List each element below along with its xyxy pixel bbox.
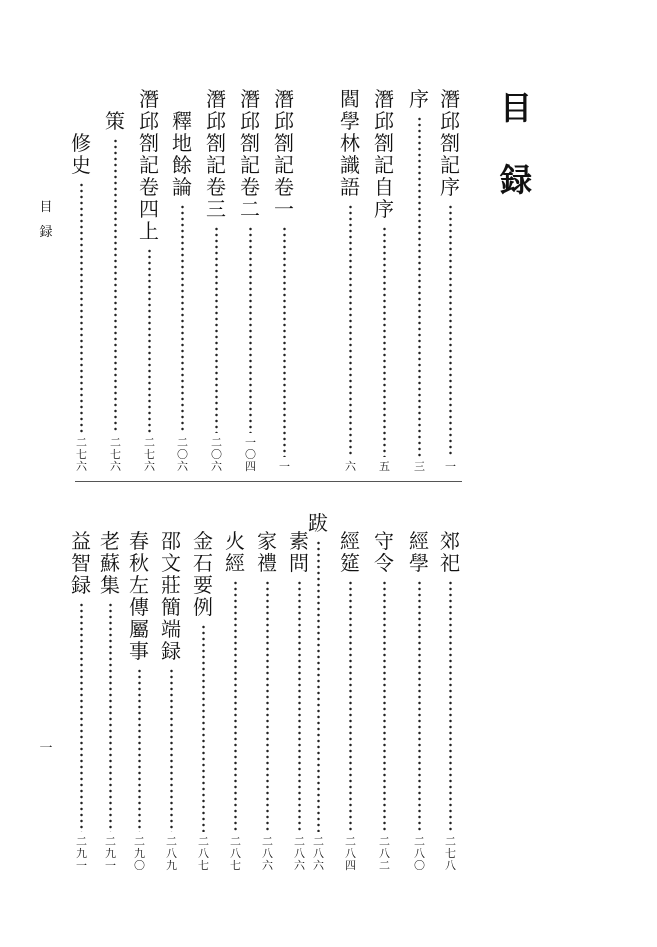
toc-entry[interactable] (271, 88, 297, 473)
leader-dots (418, 580, 421, 832)
toc-entry-page: 二 八 六 (313, 835, 323, 872)
toc-entry-page: 二 八 七 (198, 835, 208, 872)
toc-title-char-2: 録 (499, 161, 532, 199)
leader-dots (349, 204, 352, 457)
toc-title-char-1: 目 (499, 89, 532, 127)
toc-entry[interactable] (406, 530, 432, 872)
toc-entry[interactable] (371, 530, 397, 872)
toc-entry-title: 家 禮 (257, 529, 277, 575)
leader-dots (449, 580, 452, 832)
toc-entry-page: 二 八 六 (262, 835, 272, 872)
toc-entry-page: 二 八 二 (379, 835, 389, 872)
leader-dots (449, 204, 452, 457)
leader-dots (181, 204, 184, 433)
toc-entry[interactable] (406, 88, 432, 473)
toc-entry-page: 二 〇 六 (211, 436, 221, 473)
toc-entry[interactable] (158, 530, 184, 872)
leader-dots (109, 602, 112, 832)
leader-dots (383, 226, 386, 457)
toc-entry-title: 益 智 録 (71, 529, 91, 597)
toc-entry-page: 二 七 六 (110, 436, 120, 473)
toc-entry-title: 序 (409, 87, 429, 111)
toc-entry[interactable] (68, 132, 94, 473)
leader-dots (266, 580, 269, 832)
toc-entry-title: 潛 邱 劄 記 卷 三 (206, 87, 226, 221)
toc-entry[interactable] (97, 530, 123, 872)
toc-entry[interactable] (337, 88, 363, 473)
toc-entry-title: 經 學 (409, 529, 429, 575)
toc-entry-page: 二 九 一 (76, 835, 86, 872)
toc-entry-page: 二 八 四 (345, 835, 355, 872)
toc-entry-page: 二 八 七 (230, 835, 240, 872)
toc-entry-page: 一 (279, 460, 289, 473)
toc-entry-title: 經 筵 (340, 529, 360, 575)
toc-entry[interactable] (102, 110, 128, 473)
toc-entry-page: 三 (414, 460, 424, 473)
toc-entry[interactable] (68, 530, 94, 872)
toc-entry-title: 金 石 要 例 (193, 529, 213, 619)
toc-entry-title: 潛 邱 劄 記 卷 四 上 (139, 87, 159, 243)
toc-entry[interactable] (286, 530, 312, 872)
toc-entry[interactable] (437, 88, 463, 473)
toc-entry-title: 閻 學 林 識 語 (340, 87, 360, 199)
toc-entry[interactable] (337, 530, 363, 872)
toc-entry-page: 二 九 一 (105, 835, 115, 872)
section-divider (75, 481, 462, 482)
leader-dots (249, 226, 252, 433)
toc-entry[interactable] (254, 530, 280, 872)
toc-entry-title: 釋 地 餘 論 (172, 109, 192, 199)
toc-entry-title: 郊 祀 (440, 529, 460, 575)
toc-entry-page: 二 八 九 (166, 835, 176, 872)
toc-entry[interactable] (190, 530, 216, 872)
toc-entry-page: 六 (345, 460, 355, 473)
toc-entry[interactable] (169, 110, 195, 473)
leader-dots (80, 602, 83, 832)
toc-entry-page: 二 七 六 (144, 436, 154, 473)
toc-entry[interactable] (222, 530, 248, 872)
toc-entry[interactable] (126, 530, 152, 872)
toc-entry[interactable] (371, 88, 397, 473)
toc-entry-page: 二 七 八 (445, 835, 455, 872)
leader-dots (298, 580, 301, 832)
toc-entry[interactable] (203, 88, 229, 473)
leader-dots (215, 226, 218, 433)
leader-dots (383, 580, 386, 832)
running-head-char-1: 目 (39, 200, 53, 215)
running-head-char-2: 録 (39, 225, 53, 240)
toc-entry[interactable] (237, 88, 263, 473)
toc-entry[interactable] (136, 88, 162, 473)
leader-dots (283, 226, 286, 457)
toc-entry-title: 邵 文 莊 簡 端 録 (161, 529, 181, 663)
toc-entry-page: 二 八 〇 (414, 835, 424, 872)
leader-dots (80, 182, 83, 433)
leader-dots (317, 540, 320, 832)
toc-entry-page: 二 〇 六 (177, 436, 187, 473)
toc-entry-page: 一 (445, 460, 455, 473)
toc-entry-title: 修 史 (71, 131, 91, 177)
toc-entry-title: 守 令 (374, 529, 394, 575)
toc-entry-title: 素 問 (289, 529, 309, 575)
leader-dots (418, 116, 421, 457)
leader-dots (234, 580, 237, 832)
toc-entry-title: 潛 邱 劄 記 序 (440, 87, 460, 199)
leader-dots (138, 668, 141, 832)
postscript-heading: 跋 (308, 511, 328, 535)
toc-entry-page: 一 〇 四 (245, 436, 255, 473)
toc-entry-title: 潛 邱 劄 記 卷 一 (274, 87, 294, 221)
toc-entry-title: 策 (105, 109, 125, 133)
toc-entry-title: 潛 邱 劄 記 自 序 (374, 87, 394, 221)
leader-dots (148, 248, 151, 433)
toc-entry-page: 二 九 〇 (134, 835, 144, 872)
toc-entry-title: 潛 邱 劄 記 卷 二 (240, 87, 260, 221)
toc-entry-page: 二 七 六 (76, 436, 86, 473)
toc-entry-title: 火 經 (225, 529, 245, 575)
leader-dots (202, 624, 205, 832)
toc-entry-title: 老 蘇 集 (100, 529, 120, 597)
toc-entry-page: 五 (379, 460, 389, 473)
toc-entry[interactable] (437, 530, 463, 872)
toc-entry-page: 二 八 六 (294, 835, 304, 872)
folio-number: 一 (39, 741, 53, 756)
leader-dots (170, 668, 173, 832)
leader-dots (349, 580, 352, 832)
leader-dots (114, 138, 117, 433)
toc-entry-title: 春 秋 左 傳 屬 事 (129, 529, 149, 663)
